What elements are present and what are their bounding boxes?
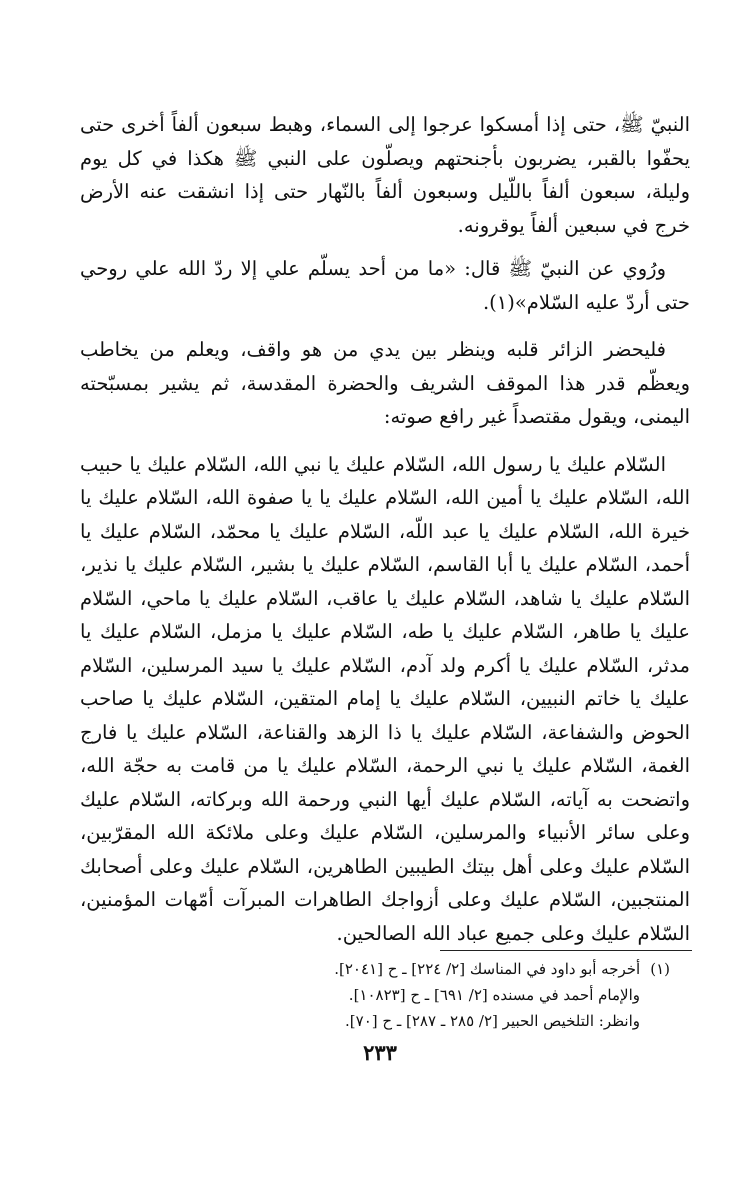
- footnote-line: وانظر: التلخيص الحبير [٢/ ٢٨٥ ـ ٢٨٧] ـ ح [٧٠].: [345, 1012, 640, 1030]
- paragraph-visitor-instructions: فليحضر الزائر قلبه وينظر بين يدي من هو واقف، ويعلم من يخاطب ويعظّم قدر هذا الموقف الشريف والحضرة المقدسة، ثم يشير بمسبّحته اليمنى، ويقول مقتصداً غير رافع صوته:: [80, 338, 690, 428]
- paragraph-angels: النبيّ ﷺ، حتى إذا أمسكوا عرجوا إلى السماء، وهبط سبعون ألفاً أخرى حتى يحفّوا بالقبر، يضربون بأجنحتهم ويصلّون على النبي ﷺ هكذا في كل يوم وليلة، سبعون ألفاً باللّيل وسبعون ألفاً بالنّهار حتى إذا انشقت عنه الأرض خرج في سبعين ألفاً يوقرونه.: [80, 113, 690, 237]
- page-body: [80, 108, 690, 950]
- paragraph-hadith: ورُوي عن النبيّ ﷺ قال: «ما من أحد يسلّم علي إلا ردّ الله علي روحي حتى أردّ عليه السّلام»(١).: [80, 257, 690, 314]
- footnote-line: والإمام أحمد في مسنده [٢/ ٦٩١] ـ ح [١٠٨٢٣].: [348, 986, 640, 1004]
- page-number: ٢٣٣: [363, 1040, 397, 1065]
- footnotes: [240, 956, 670, 1034]
- paragraph-salutation: السّلام عليك يا رسول الله، السّلام عليك يا نبي الله، السّلام عليك يا حبيب الله، السّلام عليك يا أمين الله، السّلام عليك يا يا صفوة الله، السّلام عليك يا خيرة الله، السّلام عليك يا عبد اللّه، السّلام عليك يا محمّد، السّلام عليك يا أحمد، السّلام عليك يا أبا القاسم، السّلام عليك يا بشير، السّلام عليك يا نذير، السّلام عليك يا شاهد، السّلام عليك يا عاقب، السّلام عليك يا ماحي، السّلام عليك يا طاهر، السّلام عليك يا طه، السّلام عليك يا مزمل، السّلام عليك يا مدثر، السّلام عليك يا أكرم ولد آدم، السّلام عليك يا سيد المرسلين، السّلام عليك يا خاتم النبيين، السّلام عليك يا إمام المتقين، السّلام عليك يا صاحب الحوض والشفاعة، السّلام عليك يا ذا الزهد والقناعة، السّلام عليك يا فارج الغمة، السّلام عليك يا نبي الرحمة، السّلام عليك يا من قامت به حجّة الله، واتضحت به آياته، السّلام عليك أيها النبي ورحمة الله وبركاته، السّلام عليك وعلى سائر الأنبياء والمرسلين، السّلام عليك وعلى ملائكة الله المقرّبين، السّلام عليك وعلى أهل بيتك الطيبين الطاهرين، السّلام عليك وعلى أصحابك المنتجبين، السّلام عليك وعلى أزواجك الطاهرات المبرآت أمّهات المؤمنين، السّلام عليك وعلى جميع عباد الله الصالحين.: [80, 452, 690, 945]
- footnote-text: أخرجه أبو داود في المناسك [٢/ ٢٢٤] ـ ح [٢٠٤١].: [334, 960, 641, 978]
- footnote-separator: [440, 950, 692, 951]
- footnote-marker: (١): [650, 960, 670, 978]
- footnote-line: [240, 956, 670, 982]
